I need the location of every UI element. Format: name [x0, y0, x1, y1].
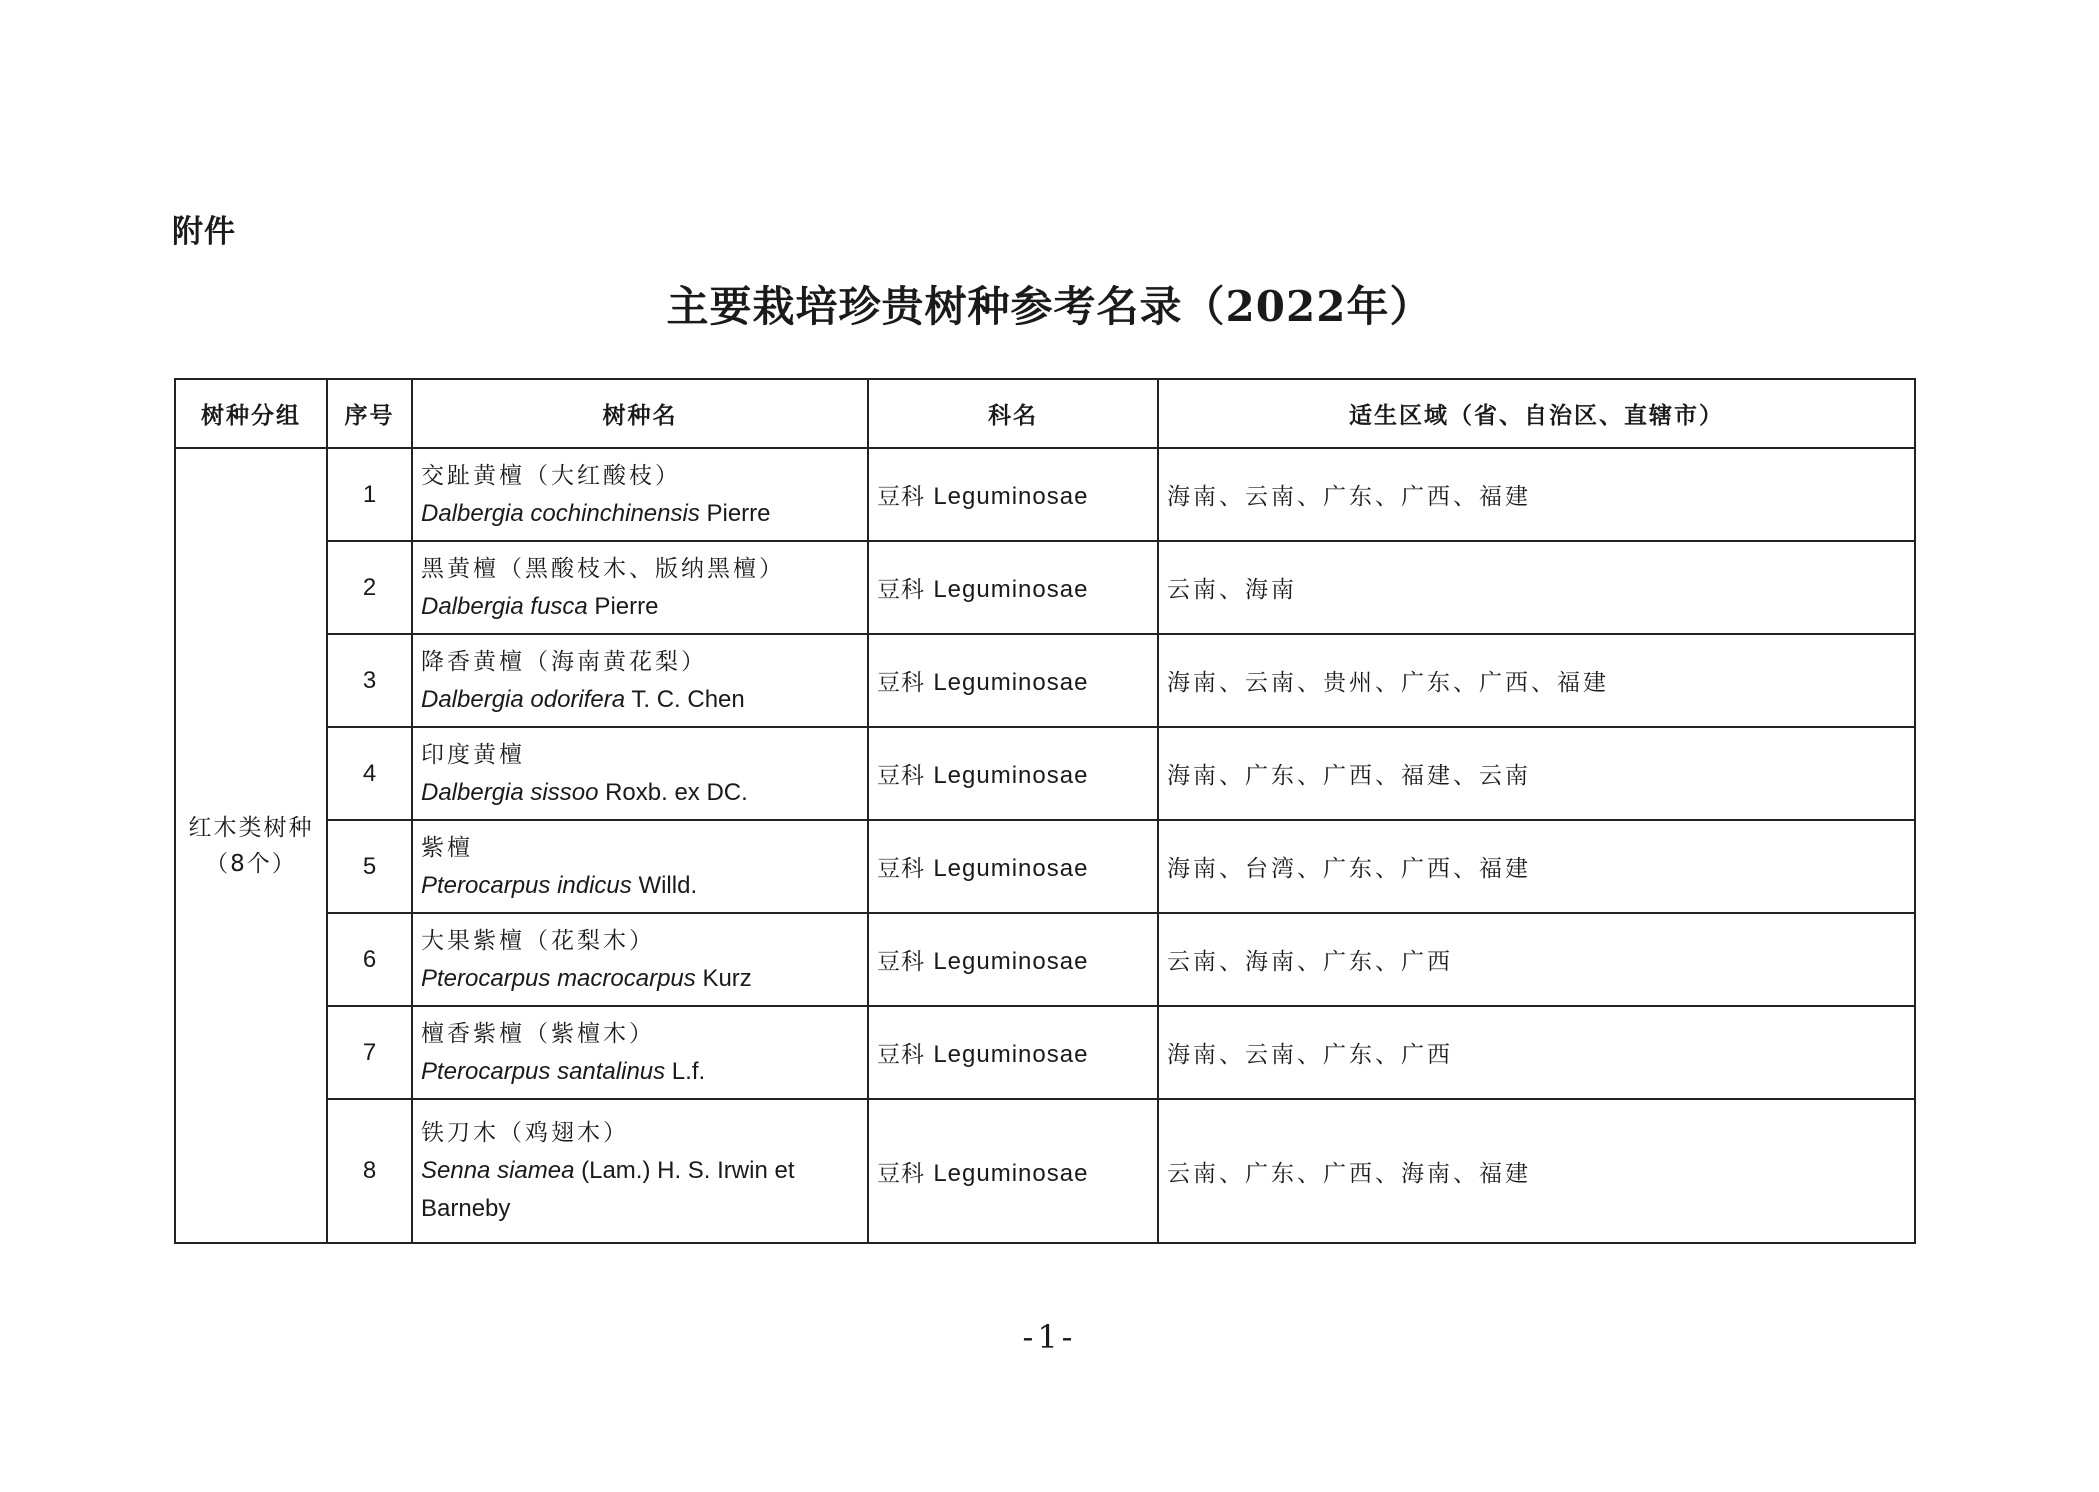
region-cell: 海南、云南、贵州、广东、广西、福建	[1158, 634, 1915, 727]
species-latin-name	[421, 1053, 867, 1091]
header-group: 树种分组	[175, 379, 327, 448]
table-row	[175, 634, 1915, 727]
latin-binomial: Dalbergia cochinchinensis	[421, 499, 700, 527]
species-cn-name: 铁刀木（鸡翅木）	[421, 1120, 629, 1146]
seq-cell: 1	[327, 448, 412, 541]
header-seq: 序号	[327, 379, 412, 448]
species-cn-name: 印度黄檀	[421, 741, 525, 768]
family-cell	[868, 727, 1158, 820]
table-row	[175, 820, 1915, 913]
family-cn: 豆科	[877, 763, 925, 789]
seq-cell: 4	[327, 727, 412, 820]
family-en: Leguminosae	[933, 483, 1089, 510]
seq-cell: 2	[327, 541, 412, 634]
species-cell	[412, 820, 868, 913]
species-latin-name	[421, 1152, 867, 1228]
species-latin-name	[421, 588, 867, 626]
species-cell	[412, 913, 868, 1006]
species-cn-name: 檀香紫檀（紫檀木）	[421, 1020, 655, 1047]
seq-cell: 7	[327, 1006, 412, 1099]
latin-author: Willd.	[631, 871, 698, 899]
latin-author: Roxb. ex DC.	[598, 778, 748, 806]
family-cn: 豆科	[877, 949, 925, 975]
group-name: 红木类树种	[188, 814, 314, 841]
table-row	[175, 913, 1915, 1006]
latin-binomial: Pterocarpus santalinus	[421, 1057, 666, 1085]
family-en: Leguminosae	[933, 1041, 1089, 1068]
family-cell	[868, 634, 1158, 727]
family-en: Leguminosae	[933, 762, 1089, 789]
region-cell: 海南、云南、广东、广西	[1158, 1006, 1915, 1099]
family-cell	[868, 1006, 1158, 1099]
species-cn-name: 交趾黄檀（大红酸枝）	[421, 462, 681, 489]
latin-author: L.f.	[665, 1057, 706, 1085]
family-cn: 豆科	[877, 1042, 925, 1068]
species-cell	[412, 727, 868, 820]
region-cell: 海南、云南、广东、广西、福建	[1158, 448, 1915, 541]
seq-cell: 5	[327, 820, 412, 913]
seq-cell: 3	[327, 634, 412, 727]
family-cell	[868, 541, 1158, 634]
family-cn: 豆科	[877, 856, 925, 882]
family-en: Leguminosae	[933, 1159, 1089, 1187]
family-en: Leguminosae	[933, 576, 1089, 603]
species-latin-name	[421, 867, 867, 905]
seq-cell: 6	[327, 913, 412, 1006]
species-latin-name	[421, 495, 867, 533]
species-cell	[412, 634, 868, 727]
species-cell	[412, 1006, 868, 1099]
latin-author: T. C. Chen	[625, 685, 745, 713]
document-title: 主要栽培珍贵树种参考名录（2022年）	[666, 282, 1433, 331]
family-en: Leguminosae	[933, 669, 1089, 696]
species-cell	[412, 448, 868, 541]
header-family: 科名	[868, 379, 1158, 448]
family-cn: 豆科	[877, 484, 925, 510]
family-en: Leguminosae	[933, 948, 1089, 975]
species-cn-name: 紫檀	[421, 834, 473, 861]
species-latin-name	[421, 960, 867, 998]
table-row	[175, 448, 1915, 541]
region-cell: 云南、广东、广西、海南、福建	[1158, 1099, 1915, 1243]
group-count: （8个）	[205, 850, 297, 877]
species-cell	[412, 541, 868, 634]
species-latin-name	[421, 681, 867, 719]
species-catalog-table	[174, 378, 1916, 1244]
header-region: 适生区域（省、自治区、直辖市）	[1158, 379, 1915, 448]
family-cell	[868, 913, 1158, 1006]
region-cell: 云南、海南	[1158, 541, 1915, 634]
species-cn-name: 黑黄檀（黑酸枝木、版纳黑檀）	[421, 555, 785, 582]
region-cell: 海南、广东、广西、福建、云南	[1158, 727, 1915, 820]
species-cn-name: 大果紫檀（花梨木）	[421, 927, 655, 954]
table-header-row	[175, 379, 1915, 448]
latin-binomial: Dalbergia fusca	[421, 592, 588, 620]
page-number: -1-	[1022, 1318, 1077, 1356]
region-cell: 海南、台湾、广东、广西、福建	[1158, 820, 1915, 913]
species-latin-name	[421, 774, 867, 812]
latin-binomial: Pterocarpus indicus	[421, 871, 632, 899]
species-cell	[412, 1099, 868, 1243]
family-en: Leguminosae	[933, 855, 1089, 882]
latin-author: Pierre	[587, 592, 659, 620]
attachment-label: 附件	[172, 214, 236, 250]
seq-cell: 8	[327, 1099, 412, 1243]
table-row	[175, 727, 1915, 820]
latin-author: Pierre	[699, 499, 771, 527]
table-row	[175, 1006, 1915, 1099]
family-cn: 豆科	[877, 1160, 925, 1187]
header-species: 树种名	[412, 379, 868, 448]
table-row	[175, 541, 1915, 634]
latin-author: Kurz	[695, 964, 752, 992]
latin-author: (Lam.) H. S. Irwin et Barneby	[421, 1157, 795, 1222]
group-cell	[175, 448, 327, 1243]
table-row	[175, 1099, 1915, 1243]
family-cell	[868, 1099, 1158, 1243]
latin-binomial: Dalbergia sissoo	[421, 778, 599, 806]
species-cn-name: 降香黄檀（海南黄花梨）	[421, 648, 707, 675]
region-cell: 云南、海南、广东、广西	[1158, 913, 1915, 1006]
latin-binomial: Pterocarpus macrocarpus	[421, 964, 696, 992]
family-cn: 豆科	[877, 577, 925, 603]
family-cn: 豆科	[877, 670, 925, 696]
latin-binomial: Senna siamea	[421, 1157, 575, 1184]
family-cell	[868, 820, 1158, 913]
family-cell	[868, 448, 1158, 541]
latin-binomial: Dalbergia odorifera	[421, 685, 626, 713]
